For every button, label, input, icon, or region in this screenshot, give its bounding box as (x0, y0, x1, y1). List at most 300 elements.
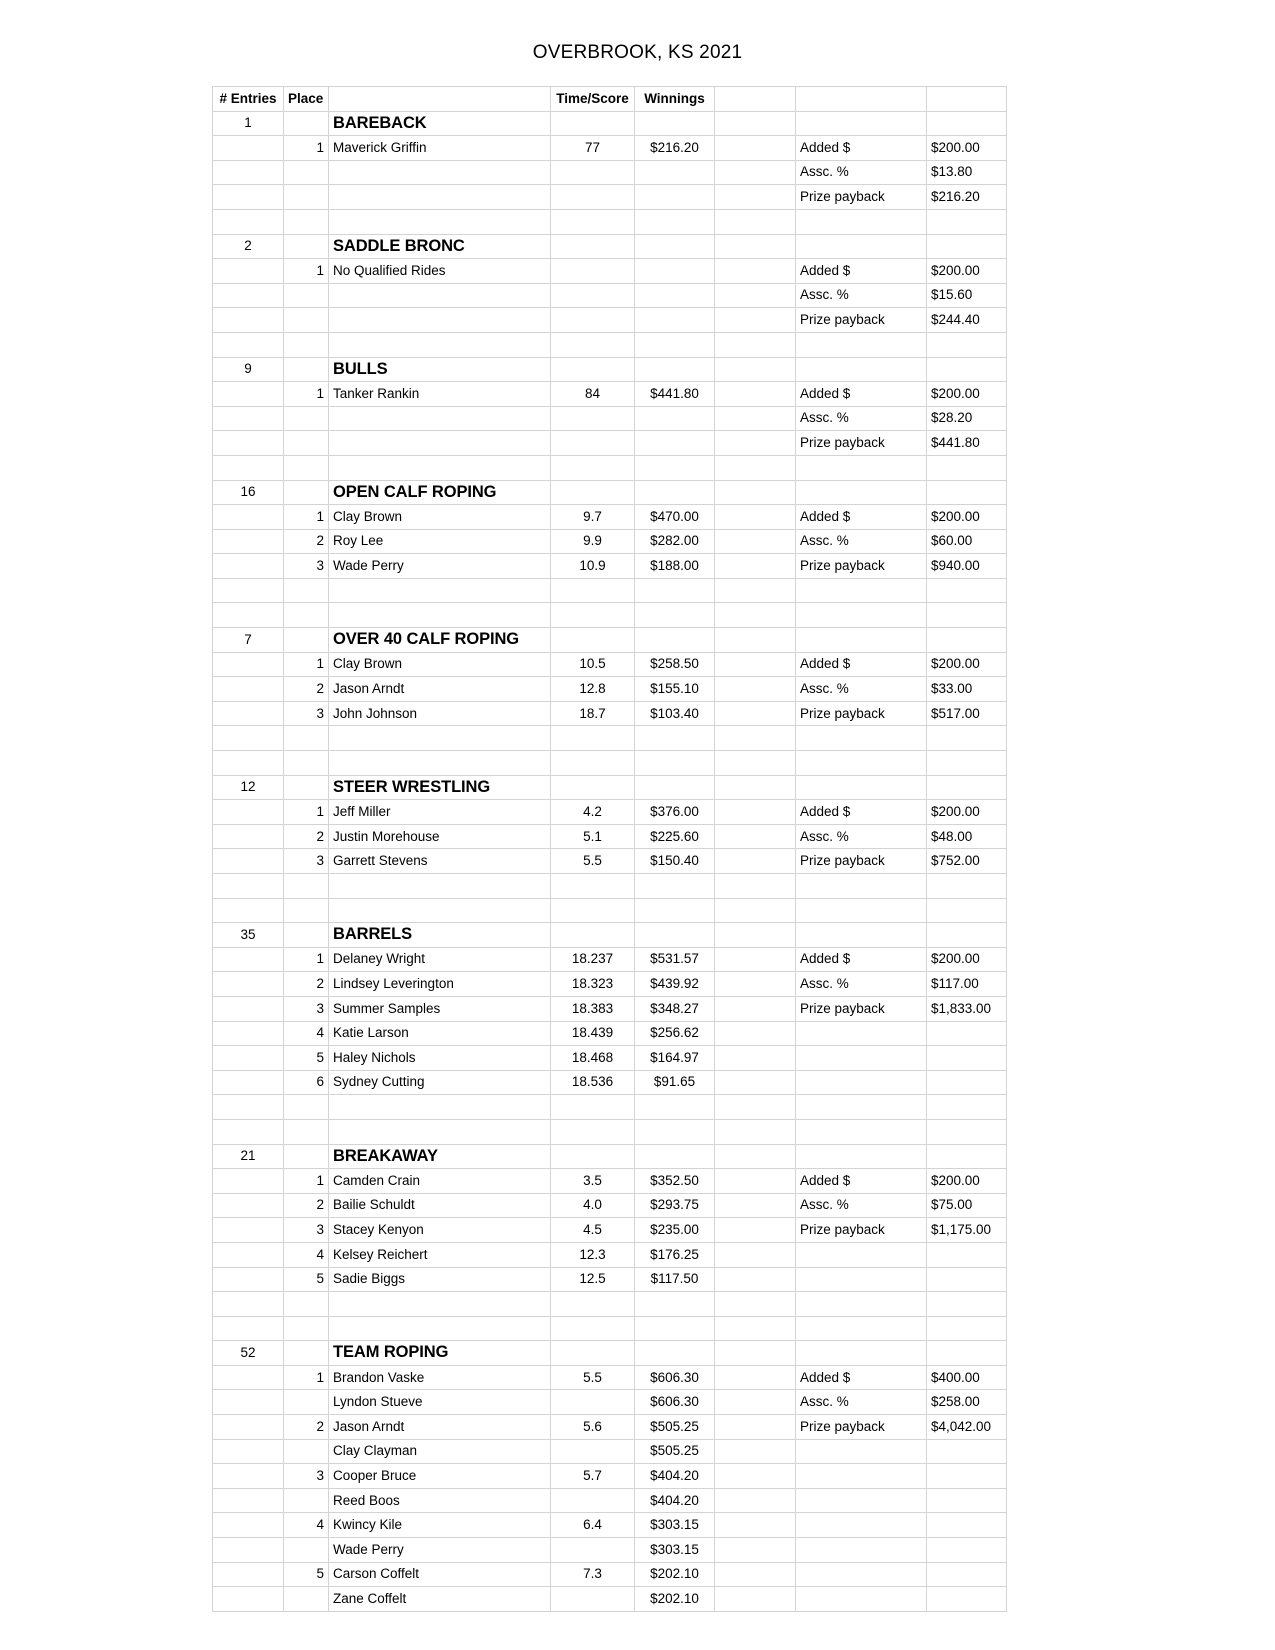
empty-cell (551, 628, 635, 653)
empty-cell (715, 701, 796, 726)
empty-cell (551, 1095, 635, 1120)
table-header-row (213, 87, 1007, 112)
event-name: SADDLE BRONC (329, 234, 551, 259)
result-place: 5 (284, 1562, 329, 1587)
empty-cell (796, 1144, 927, 1169)
empty-cell (796, 480, 927, 505)
column-header-value (927, 87, 1007, 112)
result-time-score: 4.2 (551, 800, 635, 825)
empty-cell (329, 455, 551, 480)
empty-cell (635, 874, 715, 899)
result-winnings: $282.00 (635, 529, 715, 554)
empty-cell (715, 1538, 796, 1563)
result-name: Tanker Rankin (329, 382, 551, 407)
empty-cell (213, 849, 284, 874)
table-row (213, 1562, 1007, 1587)
event-name: BAREBACK (329, 111, 551, 136)
empty-cell (715, 1513, 796, 1538)
result-time-score: 12.5 (551, 1267, 635, 1292)
result-winnings: $404.20 (635, 1488, 715, 1513)
payout-label: Assc. % (796, 824, 927, 849)
payout-value (927, 1587, 1007, 1612)
empty-cell (329, 578, 551, 603)
payout-value (927, 1562, 1007, 1587)
empty-cell (715, 824, 796, 849)
table-row (213, 1193, 1007, 1218)
empty-cell (715, 751, 796, 776)
event-entry-count: 12 (213, 775, 284, 800)
result-place (284, 185, 329, 210)
empty-cell (284, 603, 329, 628)
empty-cell (284, 1144, 329, 1169)
payout-value: $940.00 (927, 554, 1007, 579)
empty-cell (329, 1292, 551, 1317)
payout-label: Prize payback (796, 701, 927, 726)
empty-cell (213, 1095, 284, 1120)
result-winnings: $235.00 (635, 1218, 715, 1243)
empty-cell (927, 1144, 1007, 1169)
empty-cell (927, 1316, 1007, 1341)
result-winnings (635, 185, 715, 210)
result-place: 3 (284, 996, 329, 1021)
empty-cell (715, 874, 796, 899)
empty-cell (796, 1119, 927, 1144)
result-place (284, 1538, 329, 1563)
result-name: Summer Samples (329, 996, 551, 1021)
empty-cell (213, 1488, 284, 1513)
empty-cell (927, 1341, 1007, 1366)
empty-cell (796, 1341, 927, 1366)
result-time-score: 77 (551, 136, 635, 161)
result-name: Haley Nichols (329, 1046, 551, 1071)
empty-cell (551, 775, 635, 800)
table-row (213, 1242, 1007, 1267)
table-row (213, 1267, 1007, 1292)
payout-label: Assc. % (796, 1193, 927, 1218)
empty-cell (329, 209, 551, 234)
empty-cell (635, 1341, 715, 1366)
payout-value: $28.20 (927, 406, 1007, 431)
payout-label: Added $ (796, 259, 927, 284)
result-winnings: $606.30 (635, 1365, 715, 1390)
result-winnings: $225.60 (635, 824, 715, 849)
result-place: 3 (284, 1464, 329, 1489)
empty-cell (927, 1119, 1007, 1144)
empty-cell (796, 628, 927, 653)
empty-cell (715, 455, 796, 480)
result-time-score: 5.5 (551, 849, 635, 874)
empty-cell (715, 185, 796, 210)
empty-cell (213, 1316, 284, 1341)
empty-cell (635, 1144, 715, 1169)
empty-cell (927, 1292, 1007, 1317)
empty-cell (284, 751, 329, 776)
empty-cell (796, 455, 927, 480)
payout-label: Added $ (796, 1365, 927, 1390)
empty-cell (213, 1464, 284, 1489)
empty-cell (329, 898, 551, 923)
result-winnings: $470.00 (635, 505, 715, 530)
empty-cell (635, 775, 715, 800)
empty-cell (213, 1513, 284, 1538)
empty-cell (796, 751, 927, 776)
result-place (284, 1587, 329, 1612)
table-row (213, 185, 1007, 210)
empty-cell (551, 603, 635, 628)
empty-cell (635, 357, 715, 382)
empty-cell (715, 1070, 796, 1095)
empty-cell (715, 578, 796, 603)
empty-cell (927, 898, 1007, 923)
table-row (213, 652, 1007, 677)
payout-value (927, 1538, 1007, 1563)
payout-value: $200.00 (927, 652, 1007, 677)
result-time-score: 9.9 (551, 529, 635, 554)
result-place (284, 308, 329, 333)
result-name: Lyndon Stueve (329, 1390, 551, 1415)
table-row (213, 308, 1007, 333)
table-row (213, 1488, 1007, 1513)
payout-label (796, 1070, 927, 1095)
empty-cell (329, 1119, 551, 1144)
payout-label: Assc. % (796, 677, 927, 702)
payout-label: Assc. % (796, 160, 927, 185)
table-row (213, 505, 1007, 530)
empty-cell (796, 898, 927, 923)
result-time-score (551, 431, 635, 456)
result-winnings: $256.62 (635, 1021, 715, 1046)
payout-value: $517.00 (927, 701, 1007, 726)
empty-cell (927, 1095, 1007, 1120)
empty-cell (213, 1415, 284, 1440)
payout-label: Prize payback (796, 185, 927, 210)
empty-cell (715, 1439, 796, 1464)
result-place: 3 (284, 1218, 329, 1243)
result-place: 5 (284, 1046, 329, 1071)
result-name: Lindsey Leverington (329, 972, 551, 997)
result-winnings: $188.00 (635, 554, 715, 579)
empty-cell (715, 136, 796, 161)
empty-cell (796, 603, 927, 628)
result-winnings: $155.10 (635, 677, 715, 702)
empty-cell (715, 1365, 796, 1390)
table-row (213, 701, 1007, 726)
result-time-score: 5.5 (551, 1365, 635, 1390)
result-name (329, 185, 551, 210)
result-name: Clay Brown (329, 505, 551, 530)
event-header-row (213, 923, 1007, 948)
table-row (213, 529, 1007, 554)
empty-cell (284, 234, 329, 259)
spacer-row (213, 751, 1007, 776)
spacer-row (213, 726, 1007, 751)
empty-cell (213, 1193, 284, 1218)
column-header-entries: # Entries (213, 87, 284, 112)
payout-value: $15.60 (927, 283, 1007, 308)
empty-cell (715, 382, 796, 407)
empty-cell (715, 357, 796, 382)
empty-cell (213, 1021, 284, 1046)
empty-cell (715, 283, 796, 308)
empty-cell (329, 332, 551, 357)
empty-cell (213, 283, 284, 308)
empty-cell (284, 726, 329, 751)
empty-cell (284, 923, 329, 948)
table-row (213, 849, 1007, 874)
result-winnings: $303.15 (635, 1513, 715, 1538)
spacer-row (213, 1292, 1007, 1317)
table-row (213, 1464, 1007, 1489)
payout-value: $258.00 (927, 1390, 1007, 1415)
result-time-score (551, 1488, 635, 1513)
result-time-score (551, 259, 635, 284)
table-row (213, 406, 1007, 431)
result-name (329, 283, 551, 308)
spacer-row (213, 874, 1007, 899)
result-name: Delaney Wright (329, 947, 551, 972)
column-header-label (796, 87, 927, 112)
payout-value: $1,175.00 (927, 1218, 1007, 1243)
empty-cell (927, 775, 1007, 800)
empty-cell (927, 874, 1007, 899)
result-name: Sydney Cutting (329, 1070, 551, 1095)
spacer-row (213, 332, 1007, 357)
empty-cell (284, 357, 329, 382)
result-place: 2 (284, 1193, 329, 1218)
empty-cell (715, 1267, 796, 1292)
empty-cell (551, 923, 635, 948)
empty-cell (213, 1538, 284, 1563)
column-header-time-score: Time/Score (551, 87, 635, 112)
result-name: Stacey Kenyon (329, 1218, 551, 1243)
empty-cell (213, 1169, 284, 1194)
table-row (213, 972, 1007, 997)
empty-cell (715, 972, 796, 997)
result-winnings: $352.50 (635, 1169, 715, 1194)
empty-cell (551, 751, 635, 776)
empty-cell (213, 652, 284, 677)
empty-cell (927, 480, 1007, 505)
spacer-row (213, 898, 1007, 923)
payout-label (796, 1439, 927, 1464)
event-entry-count: 52 (213, 1341, 284, 1366)
table-row (213, 160, 1007, 185)
payout-label: Added $ (796, 136, 927, 161)
payout-value: $200.00 (927, 1169, 1007, 1194)
empty-cell (213, 382, 284, 407)
empty-cell (927, 923, 1007, 948)
empty-cell (635, 209, 715, 234)
empty-cell (213, 603, 284, 628)
empty-cell (635, 726, 715, 751)
result-place (284, 160, 329, 185)
empty-cell (551, 357, 635, 382)
empty-cell (927, 111, 1007, 136)
empty-cell (213, 972, 284, 997)
result-time-score: 18.237 (551, 947, 635, 972)
empty-cell (635, 751, 715, 776)
empty-cell (927, 357, 1007, 382)
empty-cell (715, 554, 796, 579)
empty-cell (213, 308, 284, 333)
empty-cell (213, 1365, 284, 1390)
empty-cell (213, 726, 284, 751)
payout-value: $216.20 (927, 185, 1007, 210)
empty-cell (715, 775, 796, 800)
payout-value: $200.00 (927, 136, 1007, 161)
result-name: Sadie Biggs (329, 1267, 551, 1292)
empty-cell (715, 1021, 796, 1046)
result-name: Maverick Griffin (329, 136, 551, 161)
payout-value (927, 1488, 1007, 1513)
table-row (213, 1390, 1007, 1415)
empty-cell (715, 529, 796, 554)
result-place: 1 (284, 947, 329, 972)
result-place: 1 (284, 505, 329, 530)
empty-cell (284, 628, 329, 653)
empty-cell (213, 751, 284, 776)
payout-value: $200.00 (927, 505, 1007, 530)
result-winnings: $150.40 (635, 849, 715, 874)
table-row (213, 1021, 1007, 1046)
result-place (284, 1488, 329, 1513)
table-row (213, 1070, 1007, 1095)
empty-cell (213, 332, 284, 357)
empty-cell (927, 726, 1007, 751)
empty-cell (551, 1316, 635, 1341)
empty-cell (635, 455, 715, 480)
empty-cell (284, 209, 329, 234)
result-winnings: $531.57 (635, 947, 715, 972)
empty-cell (796, 1316, 927, 1341)
empty-cell (715, 234, 796, 259)
empty-cell (796, 111, 927, 136)
result-time-score: 6.4 (551, 1513, 635, 1538)
payout-label: Assc. % (796, 529, 927, 554)
result-winnings: $216.20 (635, 136, 715, 161)
empty-cell (213, 1562, 284, 1587)
payout-value: $75.00 (927, 1193, 1007, 1218)
results-sheet (212, 86, 1006, 1612)
empty-cell (551, 455, 635, 480)
payout-value (927, 1046, 1007, 1071)
empty-cell (551, 898, 635, 923)
result-winnings: $103.40 (635, 701, 715, 726)
result-time-score (551, 1439, 635, 1464)
empty-cell (329, 1095, 551, 1120)
empty-cell (796, 332, 927, 357)
payout-value: $752.00 (927, 849, 1007, 874)
result-place: 5 (284, 1267, 329, 1292)
payout-label (796, 1021, 927, 1046)
result-name: Carson Coffelt (329, 1562, 551, 1587)
payout-label (796, 1538, 927, 1563)
result-name: Jason Arndt (329, 1415, 551, 1440)
empty-cell (715, 603, 796, 628)
event-header-row (213, 1144, 1007, 1169)
empty-cell (715, 849, 796, 874)
result-winnings: $439.92 (635, 972, 715, 997)
empty-cell (796, 874, 927, 899)
result-place: 1 (284, 800, 329, 825)
result-place (284, 283, 329, 308)
empty-cell (635, 898, 715, 923)
result-name: Roy Lee (329, 529, 551, 554)
empty-cell (213, 996, 284, 1021)
table-row (213, 1218, 1007, 1243)
result-place: 3 (284, 554, 329, 579)
result-name: Garrett Stevens (329, 849, 551, 874)
table-row (213, 996, 1007, 1021)
event-name: STEER WRESTLING (329, 775, 551, 800)
empty-cell (329, 1316, 551, 1341)
empty-cell (635, 628, 715, 653)
result-name: Reed Boos (329, 1488, 551, 1513)
empty-cell (329, 874, 551, 899)
empty-cell (715, 111, 796, 136)
result-place: 2 (284, 824, 329, 849)
result-name: Cooper Bruce (329, 1464, 551, 1489)
payout-label: Added $ (796, 382, 927, 407)
empty-cell (927, 455, 1007, 480)
empty-cell (927, 603, 1007, 628)
payout-label (796, 1046, 927, 1071)
empty-cell (213, 136, 284, 161)
payout-label: Prize payback (796, 308, 927, 333)
empty-cell (213, 209, 284, 234)
result-winnings: $164.97 (635, 1046, 715, 1071)
table-row (213, 259, 1007, 284)
empty-cell (213, 1046, 284, 1071)
event-header-row (213, 480, 1007, 505)
payout-value: $244.40 (927, 308, 1007, 333)
result-name (329, 308, 551, 333)
result-name: Kelsey Reichert (329, 1242, 551, 1267)
empty-cell (284, 578, 329, 603)
empty-cell (927, 628, 1007, 653)
column-header-name (329, 87, 551, 112)
event-name: BULLS (329, 357, 551, 382)
result-winnings: $404.20 (635, 1464, 715, 1489)
empty-cell (284, 1341, 329, 1366)
result-place: 1 (284, 136, 329, 161)
empty-cell (213, 1242, 284, 1267)
empty-cell (213, 455, 284, 480)
payout-value: $117.00 (927, 972, 1007, 997)
column-header-gap (715, 87, 796, 112)
empty-cell (284, 455, 329, 480)
result-place: 1 (284, 259, 329, 284)
table-row (213, 677, 1007, 702)
payout-label: Prize payback (796, 554, 927, 579)
table-row (213, 382, 1007, 407)
empty-cell (635, 1095, 715, 1120)
result-name: Jeff Miller (329, 800, 551, 825)
event-header-row (213, 357, 1007, 382)
result-name: Justin Morehouse (329, 824, 551, 849)
payout-label: Prize payback (796, 1415, 927, 1440)
result-place: 3 (284, 849, 329, 874)
result-time-score: 18.383 (551, 996, 635, 1021)
payout-label: Added $ (796, 800, 927, 825)
empty-cell (715, 160, 796, 185)
result-time-score: 5.6 (551, 1415, 635, 1440)
event-header-row (213, 111, 1007, 136)
result-time-score: 12.3 (551, 1242, 635, 1267)
table-row (213, 947, 1007, 972)
event-entry-count: 1 (213, 111, 284, 136)
empty-cell (213, 259, 284, 284)
